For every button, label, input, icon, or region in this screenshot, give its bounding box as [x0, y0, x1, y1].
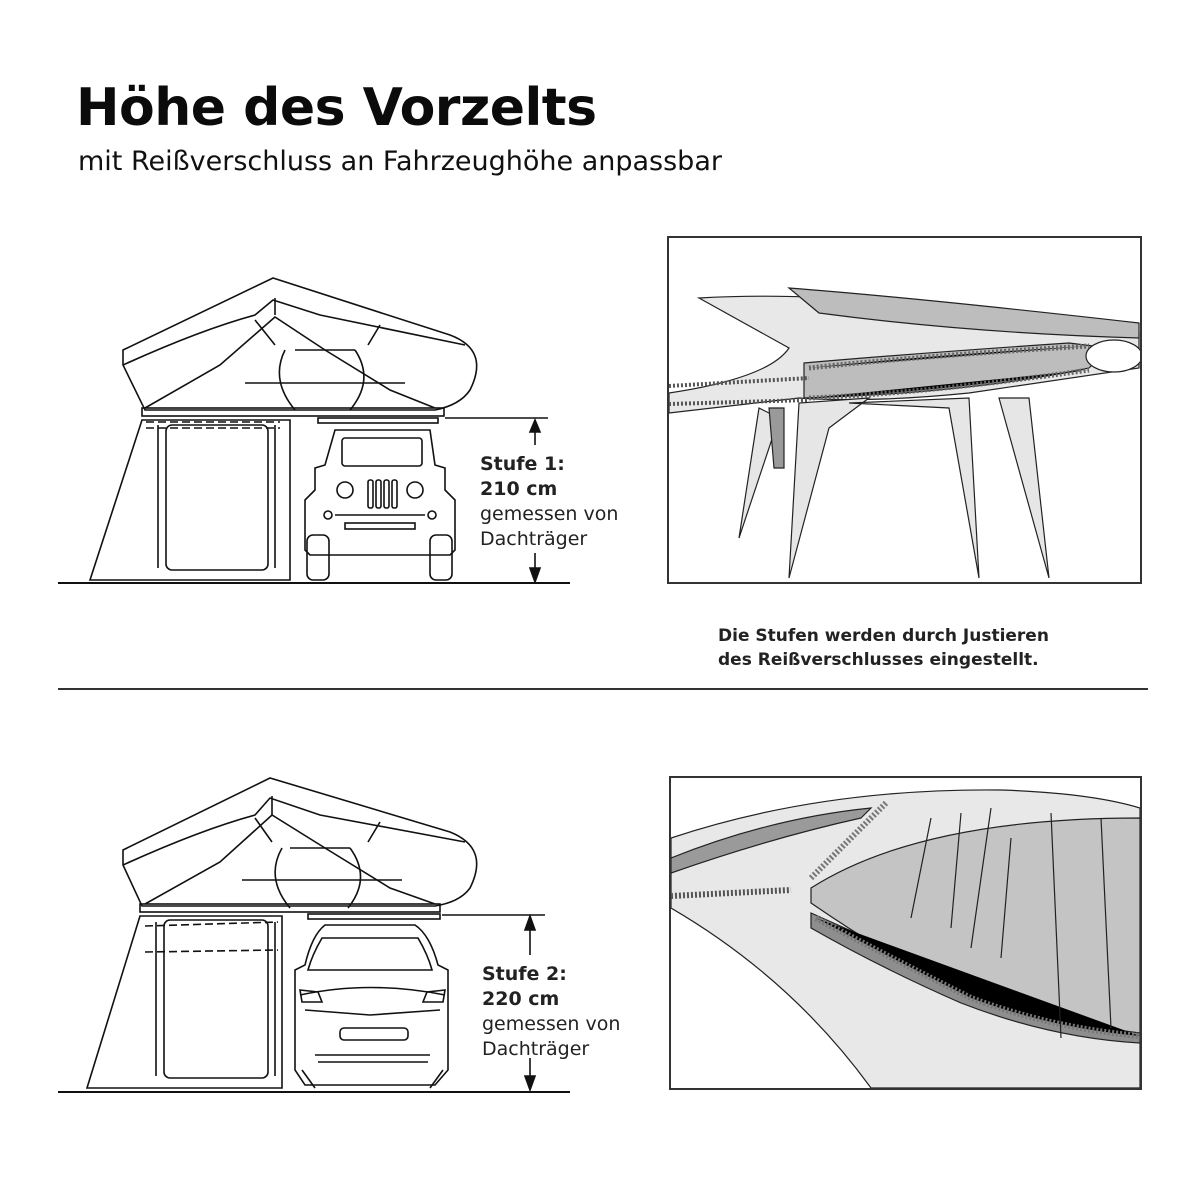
level-1-title: Stufe 1:: [480, 453, 565, 475]
level-2-title: Stufe 2:: [482, 963, 567, 985]
level-1-label: [480, 452, 618, 552]
zipper-detail-image-1: [667, 236, 1142, 584]
level-2-label: [482, 962, 620, 1062]
note-line-1: Die Stufen werden durch Justieren: [718, 626, 1049, 646]
note-line-2: des Reißverschlusses eingestellt.: [718, 650, 1039, 670]
page-title: Höhe des Vorzelts: [76, 78, 597, 138]
section-divider: [58, 688, 1148, 690]
zipper-detail-image-2: [669, 776, 1142, 1090]
level-1-note-line1: gemessen von: [480, 503, 619, 525]
page-subtitle: mit Reißverschluss an Fahrzeughöhe anpassbar: [78, 146, 722, 177]
adjustment-note: [718, 624, 1049, 672]
level-1-height: 210 cm: [480, 478, 558, 500]
level-2-note-line2: Dachträger: [482, 1038, 590, 1060]
level-2-height: 220 cm: [482, 988, 560, 1010]
level-2-note-line1: gemessen von: [482, 1013, 621, 1035]
level-1-note-line2: Dachträger: [480, 528, 588, 550]
